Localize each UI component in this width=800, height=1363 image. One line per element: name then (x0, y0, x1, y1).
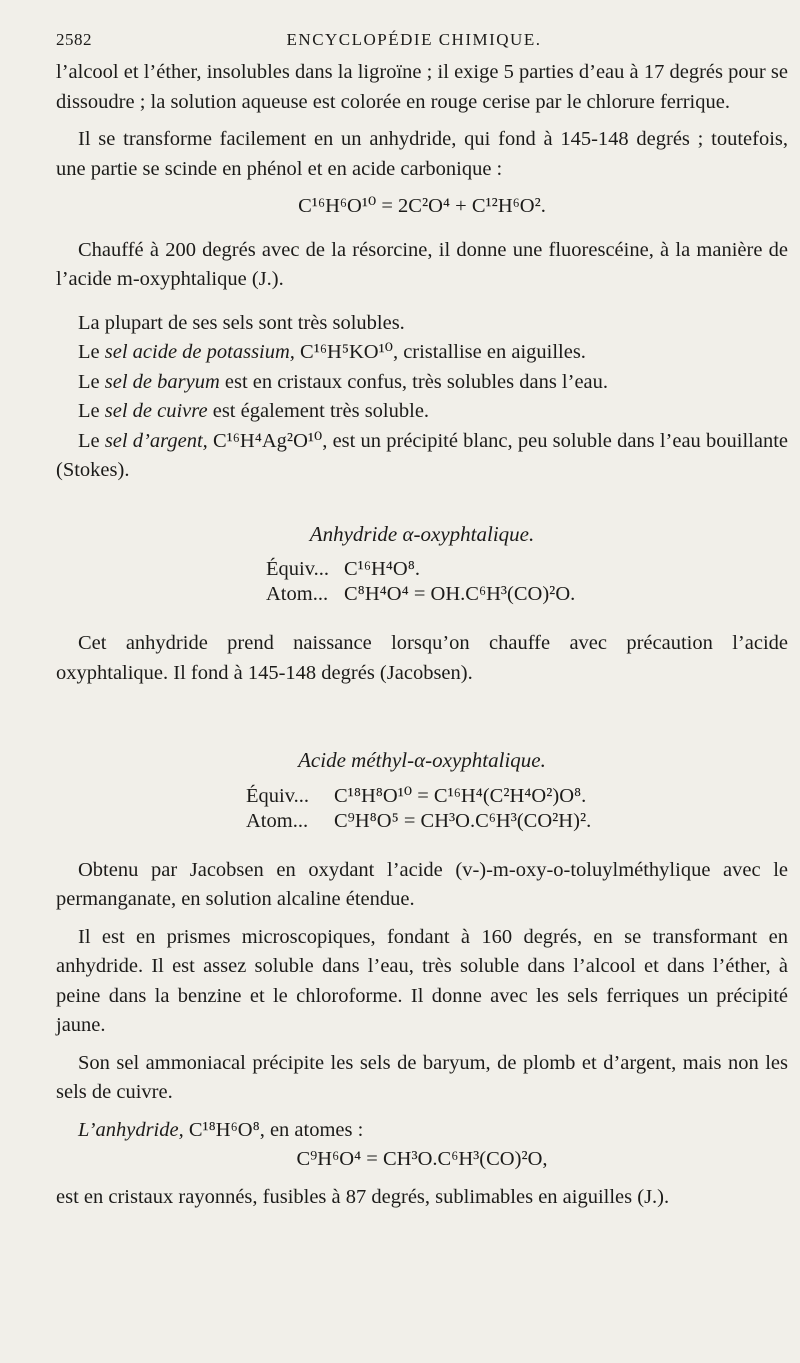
atom-formula: C⁹H⁸O⁵ = CH³O.C⁶H³(CO²H)². (334, 809, 592, 832)
section-heading-anhydride: Anhydride α-oxyphtalique. (309, 521, 535, 546)
page-number: 2582 (56, 30, 92, 49)
equiv-formula: C¹⁶H⁴O⁸. (344, 558, 420, 580)
equiv-label: Équiv... (246, 784, 310, 807)
formula-anhydride: C⁹H⁶O⁴ = CH³O.C⁶H³(CO)²O, (296, 1148, 548, 1170)
paragraph-crystals: est en cristaux rayonnés, fusibles à 87 degrés, sublimables en aiguilles (J.). (56, 1185, 670, 1208)
potassium-salt-term: sel acide de potassium, (104, 341, 295, 363)
paragraph-continuation: l’alcool et l’éther, insolubles dans la ligroïne ; il exige 5 parties d’eau à 17 degrés pour se dissoudre ; la solution aqueuse est colorée en rouge cerise par le chlorure ferrique. (56, 61, 788, 113)
running-title: ENCYCLOPÉDIE CHIMIQUE. (286, 30, 542, 49)
atom-formula: C⁸H⁴O⁴ = OH.C⁶H³(CO)²O. (344, 583, 576, 605)
paragraph-anhydride-origin: Cet anhydride prend naissance lorsqu’on chauffe avec précaution l’acide oxyphtalique. Il fond à 145-148 degrés (Jacobsen). (56, 632, 788, 684)
paragraph-ammonium-salt: Son sel ammoniacal précipite les sels de baryum, de plomb et d’argent, mais non les sels de cuivre. (56, 1051, 788, 1103)
equiv-formula: C¹⁸H⁸O¹⁰ = C¹⁶H⁴(C²H⁴O²)O⁸. (334, 784, 587, 807)
page-body (56, 58, 788, 1212)
paragraph-properties: Il est en prismes microscopiques, fondant à 160 degrés, en se transformant en anhydride. Il est assez soluble dans l’eau, très soluble dans l’alcool et dans l’éther, à peine dans la benzine et le chloroforme. Il donne avec les sels ferriques un précipité jaune. (56, 925, 788, 1036)
paragraph-salts-intro: La plupart de ses sels sont très solubles. (78, 311, 405, 334)
paragraph-potassium-salt: Le sel acide de potassium, C¹⁶H⁵KO¹⁰, cristallise en aiguilles. (78, 341, 586, 363)
formula-decomposition: C¹⁶H⁶O¹⁰ = 2C²O⁴ + C¹²H⁶O². (298, 195, 546, 217)
paragraph-anhydride-atoms: L’anhydride, C¹⁸H⁶O⁸, en atomes : (78, 1118, 364, 1141)
atom-label: Atom... (266, 583, 329, 605)
barium-salt-term: sel de baryum (104, 370, 220, 393)
running-header (56, 30, 772, 56)
formula-block-methyl-acid (246, 784, 788, 834)
equiv-label: Équiv... (266, 558, 330, 580)
paragraph-copper-salt: Le sel de cuivre est également très soluble. (78, 400, 430, 422)
paragraph-barium-salt: Le sel de baryum est en cristaux confus, très solubles dans l’eau. (78, 370, 609, 393)
copper-salt-term: sel de cuivre (104, 400, 208, 422)
paragraph-preparation: Obtenu par Jacobsen en oxydant l’acide (v-)-m-oxy-o-toluylméthylique avec le permanganate, en solution alcaline étendue. (56, 858, 788, 910)
section-heading-methyl-acid: Acide méthyl-α-oxyphtalique. (298, 748, 546, 772)
anhydride-term: L’anhydride, (78, 1118, 184, 1141)
paragraph-fluorescein: Chauffé à 200 degrés avec de la résorcine, il donne une fluorescéine, à la manière de l’acide m-oxyphtalique (J.). (56, 238, 788, 290)
paragraph-anhydride-formation: Il se transforme facilement en un anhydride, qui fond à 145-148 degrés ; toutefois, une partie se scinde en phénol et en acide carbonique : (56, 128, 788, 180)
atom-label: Atom... (246, 809, 309, 832)
silver-salt-term: sel d’argent, (104, 429, 208, 452)
formula-block-anhydride (266, 557, 788, 607)
paragraph-silver-salt: Le sel d’argent, C¹⁶H⁴Ag²O¹⁰, est un précipité blanc, peu soluble dans l’eau bouillante (Stokes). (56, 429, 788, 481)
